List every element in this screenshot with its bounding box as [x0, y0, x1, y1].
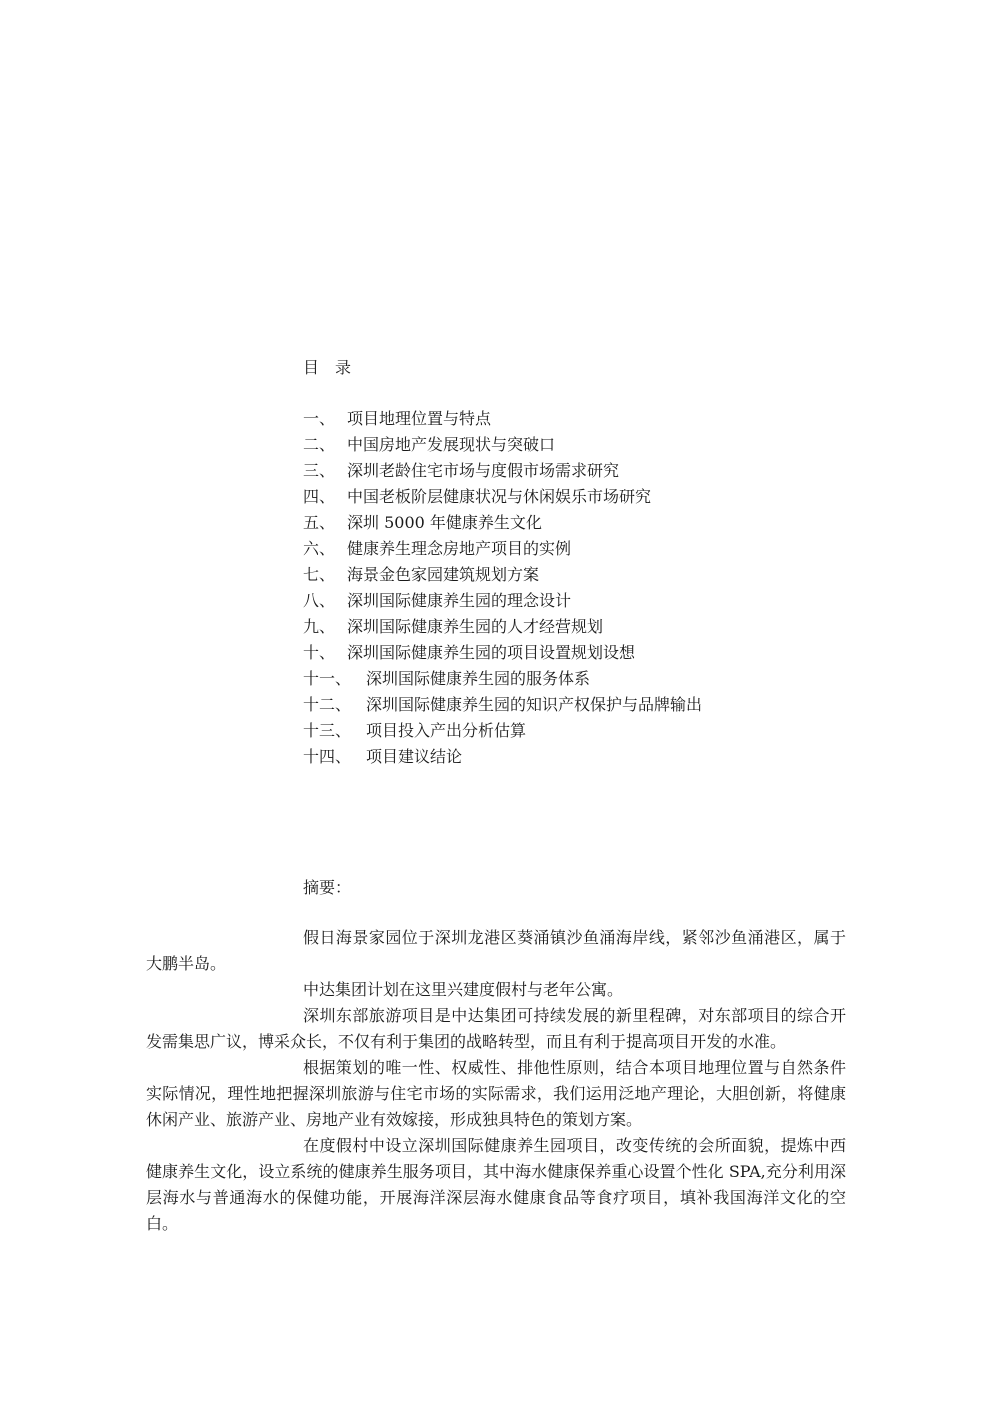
toc-item-text: 深圳国际健康养生园的理念设计: [347, 591, 572, 610]
toc-item: [303, 692, 702, 718]
toc-item-text: 健康养生理念房地产项目的实例: [347, 539, 572, 558]
toc-item-number: 一、: [303, 409, 336, 428]
toc-item-number: 二、: [303, 435, 336, 454]
toc-item: [303, 562, 702, 588]
toc-item-text: 中国老板阶层健康状况与休闲娱乐市场研究: [347, 487, 652, 506]
toc-item-number: 四、: [303, 487, 336, 506]
toc-item-text: 项目地理位置与特点: [347, 409, 492, 428]
toc-item-number: 三、: [303, 461, 336, 480]
toc-title: 目 录: [303, 358, 352, 377]
abstract-paragraph: 中达集团计划在这里兴建度假村与老年公寓。: [303, 980, 624, 999]
toc-item-text: 深圳国际健康养生园的服务体系: [366, 669, 591, 688]
abstract-label: 摘要：: [303, 878, 352, 897]
toc-item-text: 深圳国际健康养生园的知识产权保护与品牌输出: [366, 695, 703, 714]
toc-item: [303, 588, 702, 614]
abstract-paragraph: 根据策划的唯一性、权威性、排他性原则，结合本项目地理位置与自然条件实际情况，理性地把握深圳旅游与住宅市场的实际需求，我们运用泛地产理论，大胆创新，将健康休闲产业、旅游产业、房地产业有效嫁接，形成独具特色的策划方案。: [146, 1058, 846, 1129]
toc-item: [303, 406, 702, 432]
toc-item-number: 十三、: [303, 721, 352, 740]
toc-item-text: 海景金色家园建筑规划方案: [347, 565, 540, 584]
toc-item: [303, 640, 702, 666]
toc-item-text: 项目建议结论: [366, 747, 463, 766]
toc-item: [303, 510, 702, 536]
toc-item-text: 项目投入产出分析估算: [366, 721, 527, 740]
abstract-paragraph: 深圳东部旅游项目是中达集团可持续发展的新里程碑，对东部项目的综合开发需集思广议，博采众长，不仅有利于集团的战略转型，而且有利于提高项目开发的水准。: [146, 1006, 846, 1051]
toc-item-number: 七、: [303, 565, 336, 584]
toc-item: [303, 718, 702, 744]
toc-item-text: 深圳国际健康养生园的人才经营规划: [347, 617, 604, 636]
abstract-paragraph: 在度假村中设立深圳国际健康养生园项目，改变传统的会所面貌，提炼中西健康养生文化，设立系统的健康养生服务项目，其中海水健康保养重心设置个性化 SPA,充分利用深层海水与普通海水的保健功能，开展海洋深层海水健康食品等食疗项目，填补我国海洋文化的空白。: [146, 1136, 846, 1233]
toc-item-number: 十二、: [303, 695, 352, 714]
toc-item-number: 十、: [303, 643, 336, 662]
toc-item-text: 深圳老龄住宅市场与度假市场需求研究: [347, 461, 620, 480]
toc-item-number: 八、: [303, 591, 336, 610]
abstract-paragraph: 假日海景家园位于深圳龙港区葵涌镇沙鱼涌海岸线，紧邻沙鱼涌港区，属于大鹏半岛。: [146, 928, 846, 973]
toc-item-number: 十一、: [303, 669, 352, 688]
toc-item-number: 九、: [303, 617, 336, 636]
abstract-body: [146, 925, 846, 1237]
toc-item: [303, 614, 702, 640]
toc-item-number: 六、: [303, 539, 336, 558]
toc-item: [303, 744, 702, 770]
toc-item-text: 深圳国际健康养生园的项目设置规划设想: [347, 643, 636, 662]
toc-item: [303, 484, 702, 510]
toc-item: [303, 666, 702, 692]
toc-item-text: 中国房地产发展现状与突破口: [347, 435, 556, 454]
toc-item-number: 十四、: [303, 747, 352, 766]
toc-item: [303, 432, 702, 458]
toc-item: [303, 458, 702, 484]
toc-item: [303, 536, 702, 562]
toc-list: [303, 406, 702, 770]
toc-item-text: 深圳 5000 年健康养生文化: [347, 513, 542, 532]
toc-item-number: 五、: [303, 513, 336, 532]
